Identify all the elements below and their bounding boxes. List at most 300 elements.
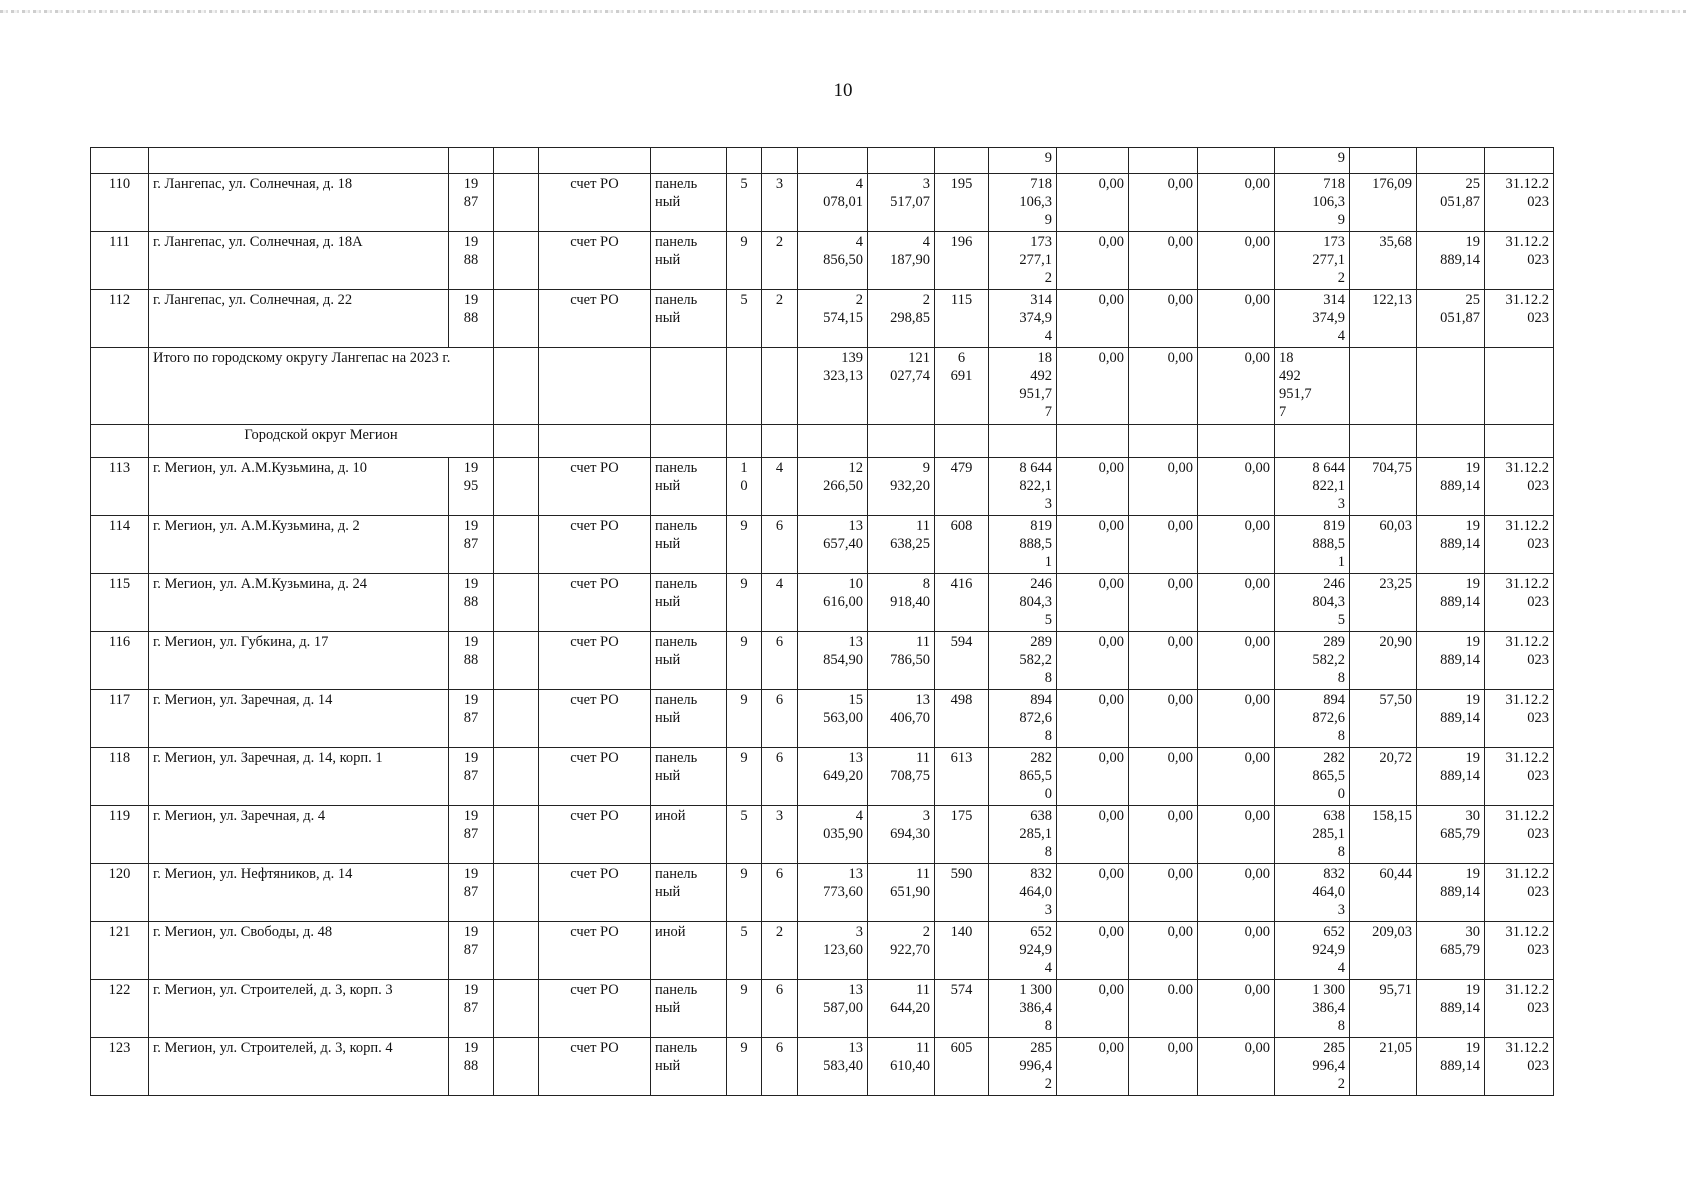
section-header-row xyxy=(91,425,1554,458)
fund-source-1-cell: 0,00 xyxy=(1057,632,1129,690)
limit-cost-cell: 19 889,14 xyxy=(1417,980,1485,1038)
fund-source-1-cell: 0,00 xyxy=(1057,574,1129,632)
floors-cell: 9 xyxy=(727,632,762,690)
own-funds-cell: 9 xyxy=(1275,148,1350,174)
fund-source-3-cell: 0,00 xyxy=(1198,922,1275,980)
build-year-cell: 19 87 xyxy=(449,980,494,1038)
build-year-cell: 19 88 xyxy=(449,574,494,632)
cost-cell: 289 582,2 8 xyxy=(989,632,1057,690)
fund-source-3-cell: 0,00 xyxy=(1198,232,1275,290)
blank-cell xyxy=(494,922,539,980)
address-cell: г. Мегион, ул. Строителей, д. 3, корп. 3 xyxy=(149,980,449,1038)
wall-material-cell: панель ный xyxy=(651,980,727,1038)
fund-source-2-cell: 0,00 xyxy=(1129,232,1198,290)
row-number-cell: 111 xyxy=(91,232,149,290)
blank-cell xyxy=(494,516,539,574)
living-area-cell: 2 298,85 xyxy=(868,290,935,348)
residents-cell: 196 xyxy=(935,232,989,290)
total-area-cell: 4 035,90 xyxy=(798,806,868,864)
floors-cell: 9 xyxy=(727,516,762,574)
build-year-cell: 19 87 xyxy=(449,806,494,864)
limit-cost-cell: 25 051,87 xyxy=(1417,174,1485,232)
residents-cell: 6 691 xyxy=(935,348,989,425)
unit-cost-cell: 60,03 xyxy=(1350,516,1417,574)
row-number-cell: 112 xyxy=(91,290,149,348)
living-area-cell: 4 187,90 xyxy=(868,232,935,290)
fund-source-1-cell: 0,00 xyxy=(1057,864,1129,922)
living-area-cell: 9 932,20 xyxy=(868,458,935,516)
fund-source-3-cell: 0,00 xyxy=(1198,290,1275,348)
wall-material-cell: панель ный xyxy=(651,458,727,516)
build-year-cell: 19 88 xyxy=(449,1038,494,1096)
unit-cost-cell: 176,09 xyxy=(1350,174,1417,232)
wall-material-cell: панель ный xyxy=(651,574,727,632)
build-year-cell: 19 87 xyxy=(449,922,494,980)
wall-material-cell: панель ный xyxy=(651,748,727,806)
blank-cell xyxy=(762,425,798,458)
blank-cell xyxy=(494,174,539,232)
wall-material-cell: панель ный xyxy=(651,516,727,574)
address-cell: г. Лангепас, ул. Солнечная, д. 18А xyxy=(149,232,449,290)
account-type-cell: счет РО xyxy=(539,574,651,632)
fund-source-3-cell: 0,00 xyxy=(1198,980,1275,1038)
fund-source-1-cell: 0,00 xyxy=(1057,980,1129,1038)
table-row xyxy=(91,1038,1554,1096)
wall-material-cell: иной xyxy=(651,922,727,980)
cost-cell: 718 106,3 9 xyxy=(989,174,1057,232)
floors-cell: 5 xyxy=(727,922,762,980)
entrances-cell: 2 xyxy=(762,232,798,290)
build-year-cell: 19 95 xyxy=(449,458,494,516)
row-number-cell: 119 xyxy=(91,806,149,864)
deadline-cell: 31.12.2 023 xyxy=(1485,1038,1554,1096)
residents-cell: 416 xyxy=(935,574,989,632)
address-cell: г. Мегион, ул. Нефтяников, д. 14 xyxy=(149,864,449,922)
continuation-row xyxy=(91,148,1554,174)
living-area-cell: 11 644,20 xyxy=(868,980,935,1038)
cost-cell: 246 804,3 5 xyxy=(989,574,1057,632)
fund-source-1-cell: 0,00 xyxy=(1057,232,1129,290)
row-number-cell: 114 xyxy=(91,516,149,574)
own-funds-cell: 285 996,4 2 xyxy=(1275,1038,1350,1096)
residents-cell: 115 xyxy=(935,290,989,348)
residents-cell: 175 xyxy=(935,806,989,864)
total-area-cell: 13 649,20 xyxy=(798,748,868,806)
residents-cell: 613 xyxy=(935,748,989,806)
cost-cell: 9 xyxy=(989,148,1057,174)
blank-cell xyxy=(1485,425,1554,458)
cost-cell: 8 644 822,1 3 xyxy=(989,458,1057,516)
blank-cell xyxy=(494,632,539,690)
address-cell: г. Мегион, ул. Свободы, д. 48 xyxy=(149,922,449,980)
unit-cost-cell: 122,13 xyxy=(1350,290,1417,348)
floors-cell: 5 xyxy=(727,174,762,232)
account-type-cell: счет РО xyxy=(539,1038,651,1096)
fund-source-2-cell: 0,00 xyxy=(1129,516,1198,574)
build-year-cell: 19 88 xyxy=(449,232,494,290)
cost-cell: 894 872,6 8 xyxy=(989,690,1057,748)
wall-material-cell: панель ный xyxy=(651,174,727,232)
section-title: Городской округ Мегион xyxy=(149,425,494,458)
living-area-cell: 121 027,74 xyxy=(868,348,935,425)
limit-cost-cell: 25 051,87 xyxy=(1417,290,1485,348)
unit-cost-cell: 20,72 xyxy=(1350,748,1417,806)
blank-cell xyxy=(1198,425,1275,458)
blank-cell xyxy=(727,348,762,425)
blank-cell xyxy=(494,574,539,632)
limit-cost-cell: 19 889,14 xyxy=(1417,516,1485,574)
fund-source-3-cell: 0,00 xyxy=(1198,348,1275,425)
unit-cost-cell: 95,71 xyxy=(1350,980,1417,1038)
own-funds-cell: 1 300 386,4 8 xyxy=(1275,980,1350,1038)
living-area-cell: 11 708,75 xyxy=(868,748,935,806)
blank-cell xyxy=(539,348,651,425)
own-funds-cell: 652 924,9 4 xyxy=(1275,922,1350,980)
residents-cell: 140 xyxy=(935,922,989,980)
cost-cell: 282 865,5 0 xyxy=(989,748,1057,806)
wall-material-cell: иной xyxy=(651,806,727,864)
fund-source-1-cell: 0,00 xyxy=(1057,748,1129,806)
fund-source-1-cell: 0,00 xyxy=(1057,690,1129,748)
blank-cell xyxy=(494,348,539,425)
total-area-cell: 4 856,50 xyxy=(798,232,868,290)
fund-source-2-cell: 0,00 xyxy=(1129,748,1198,806)
blank-cell xyxy=(494,980,539,1038)
build-year-cell: 19 87 xyxy=(449,864,494,922)
floors-cell: 9 xyxy=(727,864,762,922)
entrances-cell: 6 xyxy=(762,516,798,574)
unit-cost-cell: 20,90 xyxy=(1350,632,1417,690)
subtotal-label: Итого по городскому округу Лангепас на 2023 г. xyxy=(149,348,494,425)
own-funds-cell: 173 277,1 2 xyxy=(1275,232,1350,290)
total-area-cell: 3 123,60 xyxy=(798,922,868,980)
account-type-cell: счет РО xyxy=(539,690,651,748)
row-number-cell: 115 xyxy=(91,574,149,632)
fund-source-2-cell: 0,00 xyxy=(1129,1038,1198,1096)
living-area-cell: 3 517,07 xyxy=(868,174,935,232)
residents-cell: 195 xyxy=(935,174,989,232)
own-funds-cell: 638 285,1 8 xyxy=(1275,806,1350,864)
limit-cost-cell: 19 889,14 xyxy=(1417,1038,1485,1096)
table-row xyxy=(91,690,1554,748)
floors-cell: 5 xyxy=(727,290,762,348)
account-type-cell: счет РО xyxy=(539,174,651,232)
total-area-cell: 13 587,00 xyxy=(798,980,868,1038)
deadline-cell: 31.12.2 023 xyxy=(1485,574,1554,632)
unit-cost-cell: 57,50 xyxy=(1350,690,1417,748)
fund-source-1-cell: 0,00 xyxy=(1057,458,1129,516)
own-funds-cell: 832 464,0 3 xyxy=(1275,864,1350,922)
fund-source-1-cell: 0,00 xyxy=(1057,174,1129,232)
row-number-cell: 120 xyxy=(91,864,149,922)
build-year-cell: 19 88 xyxy=(449,290,494,348)
fund-source-3-cell: 0,00 xyxy=(1198,806,1275,864)
cost-cell: 285 996,4 2 xyxy=(989,1038,1057,1096)
limit-cost-cell: 19 889,14 xyxy=(1417,690,1485,748)
deadline-cell: 31.12.2 023 xyxy=(1485,980,1554,1038)
fund-source-3-cell: 0,00 xyxy=(1198,1038,1275,1096)
fund-source-2-cell: 0,00 xyxy=(1129,922,1198,980)
total-area-cell: 2 574,15 xyxy=(798,290,868,348)
deadline-cell: 31.12.2 023 xyxy=(1485,290,1554,348)
address-cell: г. Мегион, ул. Заречная, д. 14, корп. 1 xyxy=(149,748,449,806)
own-funds-cell: 314 374,9 4 xyxy=(1275,290,1350,348)
unit-cost-cell: 209,03 xyxy=(1350,922,1417,980)
unit-cost-cell: 35,68 xyxy=(1350,232,1417,290)
living-area-cell: 13 406,70 xyxy=(868,690,935,748)
unit-cost-cell: 23,25 xyxy=(1350,574,1417,632)
address-cell: г. Мегион, ул. А.М.Кузьмина, д. 24 xyxy=(149,574,449,632)
entrances-cell: 3 xyxy=(762,174,798,232)
residents-cell: 574 xyxy=(935,980,989,1038)
total-area-cell: 12 266,50 xyxy=(798,458,868,516)
blank-cell xyxy=(91,348,149,425)
table-row xyxy=(91,290,1554,348)
blank-cell xyxy=(651,348,727,425)
own-funds-cell: 819 888,5 1 xyxy=(1275,516,1350,574)
fund-source-2-cell: 0.00 xyxy=(1129,980,1198,1038)
address-cell: г. Мегион, ул. Губкина, д. 17 xyxy=(149,632,449,690)
residents-cell: 608 xyxy=(935,516,989,574)
living-area-cell: 11 651,90 xyxy=(868,864,935,922)
entrances-cell: 6 xyxy=(762,748,798,806)
wall-material-cell: панель ный xyxy=(651,632,727,690)
residents-cell: 590 xyxy=(935,864,989,922)
unit-cost-cell: 60,44 xyxy=(1350,864,1417,922)
blank-cell xyxy=(539,425,651,458)
entrances-cell: 2 xyxy=(762,290,798,348)
blank-cell xyxy=(1417,348,1485,425)
unit-cost-cell: 704,75 xyxy=(1350,458,1417,516)
deadline-cell: 31.12.2 023 xyxy=(1485,748,1554,806)
address-cell: г. Мегион, ул. А.М.Кузьмина, д. 2 xyxy=(149,516,449,574)
deadline-cell: 31.12.2 023 xyxy=(1485,690,1554,748)
living-area-cell: 2 922,70 xyxy=(868,922,935,980)
total-area-cell: 13 657,40 xyxy=(798,516,868,574)
blank-cell xyxy=(494,458,539,516)
account-type-cell: счет РО xyxy=(539,864,651,922)
cost-cell: 1 300 386,4 8 xyxy=(989,980,1057,1038)
fund-source-2-cell: 0,00 xyxy=(1129,348,1198,425)
deadline-cell: 31.12.2 023 xyxy=(1485,174,1554,232)
account-type-cell: счет РО xyxy=(539,748,651,806)
blank-cell xyxy=(762,348,798,425)
fund-source-1-cell: 0,00 xyxy=(1057,348,1129,425)
blank-cell xyxy=(935,425,989,458)
build-year-cell: 19 87 xyxy=(449,174,494,232)
total-area-cell: 15 563,00 xyxy=(798,690,868,748)
table-row xyxy=(91,748,1554,806)
living-area-cell: 8 918,40 xyxy=(868,574,935,632)
total-area-cell: 13 854,90 xyxy=(798,632,868,690)
total-area-cell: 4 078,01 xyxy=(798,174,868,232)
blank-cell xyxy=(494,425,539,458)
row-number-cell: 113 xyxy=(91,458,149,516)
build-year-cell: 19 87 xyxy=(449,690,494,748)
blank-cell xyxy=(494,290,539,348)
address-cell: г. Мегион, ул. Заречная, д. 14 xyxy=(149,690,449,748)
entrances-cell: 4 xyxy=(762,458,798,516)
fund-source-2-cell: 0,00 xyxy=(1129,632,1198,690)
total-area-cell: 13 583,40 xyxy=(798,1038,868,1096)
unit-cost-cell: 21,05 xyxy=(1350,1038,1417,1096)
own-funds-cell: 246 804,3 5 xyxy=(1275,574,1350,632)
subtotal-row xyxy=(91,348,1554,425)
blank-cell xyxy=(989,425,1057,458)
build-year-cell: 19 87 xyxy=(449,516,494,574)
table-row xyxy=(91,922,1554,980)
entrances-cell: 6 xyxy=(762,632,798,690)
deadline-cell: 31.12.2 023 xyxy=(1485,806,1554,864)
blank-cell xyxy=(494,690,539,748)
entrances-cell: 3 xyxy=(762,806,798,864)
residents-cell: 498 xyxy=(935,690,989,748)
row-number-cell: 118 xyxy=(91,748,149,806)
blank-cell xyxy=(494,748,539,806)
unit-cost-cell: 158,15 xyxy=(1350,806,1417,864)
fund-source-1-cell: 0,00 xyxy=(1057,806,1129,864)
build-year-cell: 19 88 xyxy=(449,632,494,690)
floors-cell: 9 xyxy=(727,574,762,632)
table-row xyxy=(91,174,1554,232)
fund-source-1-cell: 0,00 xyxy=(1057,290,1129,348)
account-type-cell: счет РО xyxy=(539,980,651,1038)
table-row xyxy=(91,632,1554,690)
entrances-cell: 6 xyxy=(762,690,798,748)
table-row xyxy=(91,232,1554,290)
blank-cell xyxy=(494,864,539,922)
row-number-cell: 123 xyxy=(91,1038,149,1096)
total-area-cell: 10 616,00 xyxy=(798,574,868,632)
blank-cell xyxy=(91,425,149,458)
address-cell: г. Мегион, ул. А.М.Кузьмина, д. 10 xyxy=(149,458,449,516)
floors-cell: 9 xyxy=(727,690,762,748)
floors-cell: 9 xyxy=(727,980,762,1038)
blank-cell xyxy=(868,425,935,458)
floors-cell: 1 0 xyxy=(727,458,762,516)
address-cell: г. Мегион, ул. Заречная, д. 4 xyxy=(149,806,449,864)
account-type-cell: счет РО xyxy=(539,232,651,290)
wall-material-cell: панель ный xyxy=(651,864,727,922)
deadline-cell: 31.12.2 023 xyxy=(1485,864,1554,922)
deadline-cell: 31.12.2 023 xyxy=(1485,458,1554,516)
row-number-cell: 110 xyxy=(91,174,149,232)
floors-cell: 9 xyxy=(727,1038,762,1096)
own-funds-cell: 18 492 951,7 7 xyxy=(1275,348,1350,425)
blank-cell xyxy=(727,425,762,458)
blank-cell xyxy=(1350,348,1417,425)
limit-cost-cell: 19 889,14 xyxy=(1417,632,1485,690)
entrances-cell: 2 xyxy=(762,922,798,980)
blank-cell xyxy=(1275,425,1350,458)
account-type-cell: счет РО xyxy=(539,290,651,348)
limit-cost-cell: 19 889,14 xyxy=(1417,864,1485,922)
fund-source-1-cell: 0,00 xyxy=(1057,516,1129,574)
fund-source-3-cell: 0,00 xyxy=(1198,632,1275,690)
entrances-cell: 4 xyxy=(762,574,798,632)
scan-edge-artifact xyxy=(0,10,1686,13)
floors-cell: 9 xyxy=(727,748,762,806)
account-type-cell: счет РО xyxy=(539,458,651,516)
fund-source-3-cell: 0,00 xyxy=(1198,516,1275,574)
limit-cost-cell: 19 889,14 xyxy=(1417,574,1485,632)
address-cell: г. Лангепас, ул. Солнечная, д. 22 xyxy=(149,290,449,348)
limit-cost-cell: 19 889,14 xyxy=(1417,458,1485,516)
fund-source-3-cell: 0,00 xyxy=(1198,864,1275,922)
fund-source-3-cell: 0,00 xyxy=(1198,574,1275,632)
housing-register-table xyxy=(90,147,1554,1096)
cost-cell: 18 492 951,7 7 xyxy=(989,348,1057,425)
page-number: 10 xyxy=(833,80,853,101)
cost-cell: 314 374,9 4 xyxy=(989,290,1057,348)
wall-material-cell: панель ный xyxy=(651,290,727,348)
entrances-cell: 6 xyxy=(762,1038,798,1096)
address-cell: г. Лангепас, ул. Солнечная, д. 18 xyxy=(149,174,449,232)
fund-source-2-cell: 0,00 xyxy=(1129,574,1198,632)
own-funds-cell: 282 865,5 0 xyxy=(1275,748,1350,806)
limit-cost-cell: 30 685,79 xyxy=(1417,806,1485,864)
limit-cost-cell: 30 685,79 xyxy=(1417,922,1485,980)
table-row xyxy=(91,458,1554,516)
living-area-cell: 11 786,50 xyxy=(868,632,935,690)
blank-cell xyxy=(798,425,868,458)
own-funds-cell: 8 644 822,1 3 xyxy=(1275,458,1350,516)
living-area-cell: 3 694,30 xyxy=(868,806,935,864)
total-area-cell: 139 323,13 xyxy=(798,348,868,425)
deadline-cell: 31.12.2 023 xyxy=(1485,516,1554,574)
cost-cell: 652 924,9 4 xyxy=(989,922,1057,980)
cost-cell: 819 888,5 1 xyxy=(989,516,1057,574)
table-row xyxy=(91,516,1554,574)
blank-cell xyxy=(494,232,539,290)
fund-source-2-cell: 0,00 xyxy=(1129,458,1198,516)
own-funds-cell: 894 872,6 8 xyxy=(1275,690,1350,748)
fund-source-2-cell: 0,00 xyxy=(1129,690,1198,748)
table-row xyxy=(91,864,1554,922)
address-cell: г. Мегион, ул. Строителей, д. 3, корп. 4 xyxy=(149,1038,449,1096)
fund-source-3-cell: 0,00 xyxy=(1198,458,1275,516)
deadline-cell: 31.12.2 023 xyxy=(1485,632,1554,690)
own-funds-cell: 289 582,2 8 xyxy=(1275,632,1350,690)
fund-source-3-cell: 0,00 xyxy=(1198,174,1275,232)
fund-source-2-cell: 0,00 xyxy=(1129,864,1198,922)
build-year-cell: 19 87 xyxy=(449,748,494,806)
blank-cell xyxy=(1129,425,1198,458)
entrances-cell: 6 xyxy=(762,864,798,922)
deadline-cell: 31.12.2 023 xyxy=(1485,922,1554,980)
cost-cell: 173 277,1 2 xyxy=(989,232,1057,290)
limit-cost-cell: 19 889,14 xyxy=(1417,232,1485,290)
wall-material-cell: панель ный xyxy=(651,690,727,748)
total-area-cell: 13 773,60 xyxy=(798,864,868,922)
account-type-cell: счет РО xyxy=(539,806,651,864)
row-number-cell: 116 xyxy=(91,632,149,690)
wall-material-cell: панель ный xyxy=(651,232,727,290)
fund-source-2-cell: 0,00 xyxy=(1129,290,1198,348)
blank-cell xyxy=(494,1038,539,1096)
blank-cell xyxy=(1485,348,1554,425)
row-number-cell: 117 xyxy=(91,690,149,748)
fund-source-3-cell: 0,00 xyxy=(1198,690,1275,748)
account-type-cell: счет РО xyxy=(539,632,651,690)
row-number-cell: 122 xyxy=(91,980,149,1038)
deadline-cell: 31.12.2 023 xyxy=(1485,232,1554,290)
living-area-cell: 11 610,40 xyxy=(868,1038,935,1096)
residents-cell: 594 xyxy=(935,632,989,690)
cost-cell: 832 464,0 3 xyxy=(989,864,1057,922)
blank-cell xyxy=(494,806,539,864)
blank-cell xyxy=(1417,425,1485,458)
